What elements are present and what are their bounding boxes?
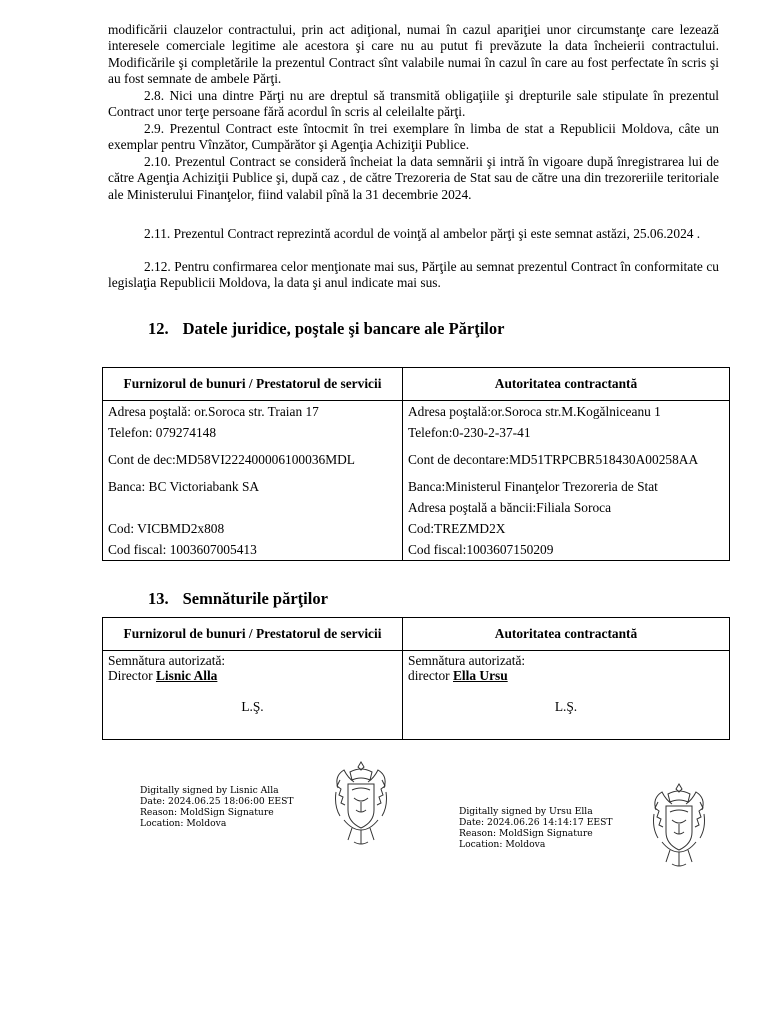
moldova-coat-of-arms-icon xyxy=(330,758,392,848)
authority-bank-code: Cod:TREZMD2X xyxy=(403,518,730,539)
table-row xyxy=(103,518,730,539)
digital-signature-left xyxy=(140,785,294,829)
supplier-address: Adresa poştală: or.Soroca str. Traian 17 xyxy=(103,401,403,422)
authority-seal-mark: L.Ş. xyxy=(554,699,578,714)
paragraph-2-10: 2.10. Prezentul Contract se consideră încheiat la data semnării şi intră în vigoare după înregistrarea lui de către Agenţia Achiziţii Publice şi, după caz , de către Trezoreria de Stat sau de către una din trezoreriile teritoriale ale Ministerului Finanţelor, fiind valabil pînă la 31 decembrie 2024. xyxy=(108,154,719,202)
paragraph-2-12: 2.12. Pentru confirmarea celor menţionate mai sus, Părţile au semnat prezentul Contract în conformitate cu legislaţia Republicii Moldova, la data şi anul indicate mai sus. xyxy=(108,259,719,291)
signature-left-date: Date: 2024.06.25 18:06:00 EEST xyxy=(140,796,294,807)
supplier-signatory xyxy=(108,668,397,683)
signatures-table xyxy=(102,617,730,740)
table-row xyxy=(103,443,730,476)
supplier-role: Director xyxy=(108,668,153,683)
section-13-title: Semnăturile părţilor xyxy=(182,589,328,608)
paragraph-2-11: 2.11. Prezentul Contract reprezintă acordul de voinţă al ambelor părţi şi este semnat astăzi, 25.06.2024 . xyxy=(144,226,701,241)
authority-role: director xyxy=(408,668,450,683)
table-row xyxy=(103,497,730,518)
authority-phone: Telefon:0-230-2-37-41 xyxy=(403,422,730,443)
legal-table-header-authority: Autoritatea contractantă xyxy=(403,368,730,401)
signatures-header-authority: Autoritatea contractantă xyxy=(403,618,730,651)
section-12-heading xyxy=(148,319,504,339)
supplier-bank-address xyxy=(103,497,403,518)
table-row xyxy=(103,539,730,561)
table-row xyxy=(103,401,730,422)
section-13-number: 13. xyxy=(148,589,169,608)
legal-table-header-supplier: Furnizorul de bunuri / Prestatorul de servicii xyxy=(103,368,403,401)
authority-signatory-name: Ella Ursu xyxy=(453,668,508,683)
authority-signature-cell xyxy=(403,651,730,740)
section-12-title: Datele juridice, poştale şi bancare ale Părţilor xyxy=(182,319,505,338)
signature-left-reason: Reason: MoldSign Signature xyxy=(140,807,274,818)
signature-right-reason: Reason: MoldSign Signature xyxy=(459,828,593,839)
signatures-header-supplier: Furnizorul de bunuri / Prestatorul de servicii xyxy=(103,618,403,651)
signature-right-signer: Digitally signed by Ursu Ella xyxy=(459,806,593,817)
authority-fiscal-code: Cod fiscal:1003607150209 xyxy=(403,539,730,561)
signature-left-location: Location: Moldova xyxy=(140,818,227,829)
supplier-phone: Telefon: 079274148 xyxy=(103,422,403,443)
paragraph-continuation: modificării clauzelor contractului, prin act adiţional, numai în cazul apariţiei unor circumstanţe care lezează interesele comerciale legitime ale acestora şi care nu au putut fi prevăzute la data încheierii contractului. Modificările şi completările la prezentul Contract sînt valabile numai în cazul în care au fost perfectate în scris şi au fost semnate de ambele Părţi. xyxy=(108,22,719,87)
authority-address: Adresa poştală:or.Soroca str.M.Kogălniceanu 1 xyxy=(403,401,730,422)
signature-left-signer: Digitally signed by Lisnic Alla xyxy=(140,785,279,796)
authority-signature-label: Semnătura autorizată: xyxy=(408,653,526,668)
supplier-fiscal-code: Cod fiscal: 1003607005413 xyxy=(103,539,403,561)
supplier-signatory-name: Lisnic Alla xyxy=(155,668,218,683)
authority-bank-address: Adresa poştală a băncii:Filiala Soroca xyxy=(403,497,730,518)
section-12-number: 12. xyxy=(148,319,169,338)
signature-right-date: Date: 2024.06.26 14:14:17 EEST xyxy=(459,817,613,828)
authority-bank: Banca:Ministerul Finanţelor Trezoreria de Stat xyxy=(403,476,730,497)
paragraph-2-8: 2.8. Nici una dintre Părţi nu are dreptul să transmită obligaţiile şi drepturile sale stipulate în prezentul Contract unor terţe persoane fără acordul în scris al celeilalte părţi. xyxy=(108,88,719,120)
supplier-bank-code: Cod: VICBMD2x808 xyxy=(103,518,403,539)
digital-signature-right xyxy=(459,806,613,850)
paragraph-2-9: 2.9. Prezentul Contract este întocmit în trei exemplare în limba de stat a Republicii Moldova, câte un exemplar pentru Vînzător, Cumpărător şi Agenţia Achiziţii Publice. xyxy=(108,121,719,153)
authority-account: Cont de decontare:MD51TRPCBR518430A00258AA xyxy=(403,443,730,476)
section-13-heading xyxy=(148,589,328,609)
supplier-account: Cont de dec:MD58VI222400006100036MDL xyxy=(103,443,403,476)
supplier-signature-cell xyxy=(103,651,403,740)
supplier-bank: Banca: BC Victoriabank SA xyxy=(103,476,403,497)
table-row xyxy=(103,476,730,497)
signature-right-location: Location: Moldova xyxy=(459,839,546,850)
table-row xyxy=(103,422,730,443)
supplier-signature-label: Semnătura autorizată: xyxy=(108,653,226,668)
authority-signatory xyxy=(408,668,724,683)
moldova-coat-of-arms-icon xyxy=(648,780,710,870)
supplier-seal-mark: L.Ş. xyxy=(241,699,264,714)
legal-data-table xyxy=(102,367,730,561)
